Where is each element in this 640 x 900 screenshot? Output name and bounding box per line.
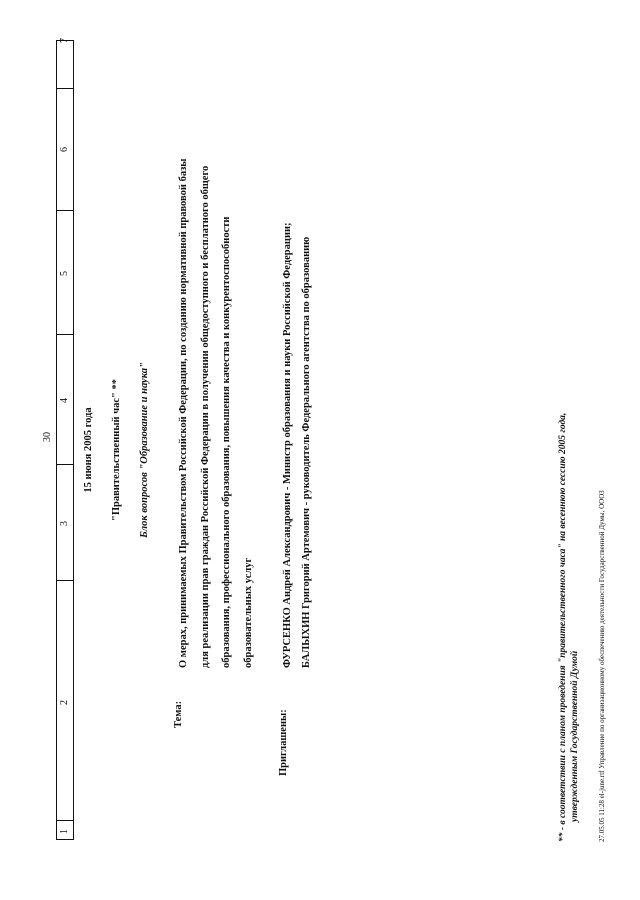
- theme-line: образования, профессионального образования, повышения качества и конкурентоспособности: [221, 216, 232, 668]
- invited-list: [278, 222, 316, 668]
- theme-line: для реализации прав граждан Российской Федерации в получении общедоступного и бесплатного общего: [199, 165, 211, 668]
- column-number-5: 5: [59, 271, 70, 276]
- column-divider: [57, 88, 73, 89]
- date-heading: 15 июня 2005 года: [83, 407, 94, 493]
- column-number-strip: [56, 40, 74, 840]
- column-divider: [57, 210, 73, 211]
- document-info-footer: 27.05.05 11:28 el-june.rtf Управление по организационному обеспечению деятельности Государственной Думы, ОООЗ: [598, 490, 606, 842]
- column-divider: [57, 334, 73, 335]
- theme-line: О мерах, принимаемых Правительством Российской Федерации, по созданию нормативной правовой базы: [178, 158, 189, 668]
- column-number-7: 7: [59, 38, 70, 43]
- column-divider: [57, 820, 73, 821]
- column-number-2: 2: [59, 700, 70, 705]
- column-number-3: 3: [59, 521, 70, 526]
- footnote-line: ** - в соответствии с планом проведения "правительственного часа" на весеннюю сессию 2005 года,: [558, 412, 568, 842]
- block-title: Блок вопросов "Образование и наука": [139, 362, 150, 538]
- column-number-6: 6: [59, 147, 70, 152]
- theme-label: Тема:: [173, 700, 184, 728]
- invited-person: БАЛЫХИН Григорий Артемович - руководитель Федерального агентства по образованию: [301, 236, 312, 668]
- footnote-line: утвержденным Государственной Думой: [570, 650, 580, 822]
- invited-person: ФУРСЕНКО Андрей Александрович - Министр образования и науки Российской Федерации;: [282, 222, 293, 668]
- footnote: [557, 413, 581, 842]
- theme-text: [173, 159, 259, 669]
- column-divider: [57, 580, 73, 581]
- event-title: "Правительственный час" **: [111, 379, 122, 521]
- page-number: 30: [42, 432, 53, 442]
- column-number-4: 4: [59, 398, 70, 403]
- theme-line: образовательных услуг: [242, 557, 254, 668]
- column-divider: [57, 464, 73, 465]
- invited-label: Приглашены:: [278, 709, 289, 776]
- column-number-1: 1: [59, 829, 70, 834]
